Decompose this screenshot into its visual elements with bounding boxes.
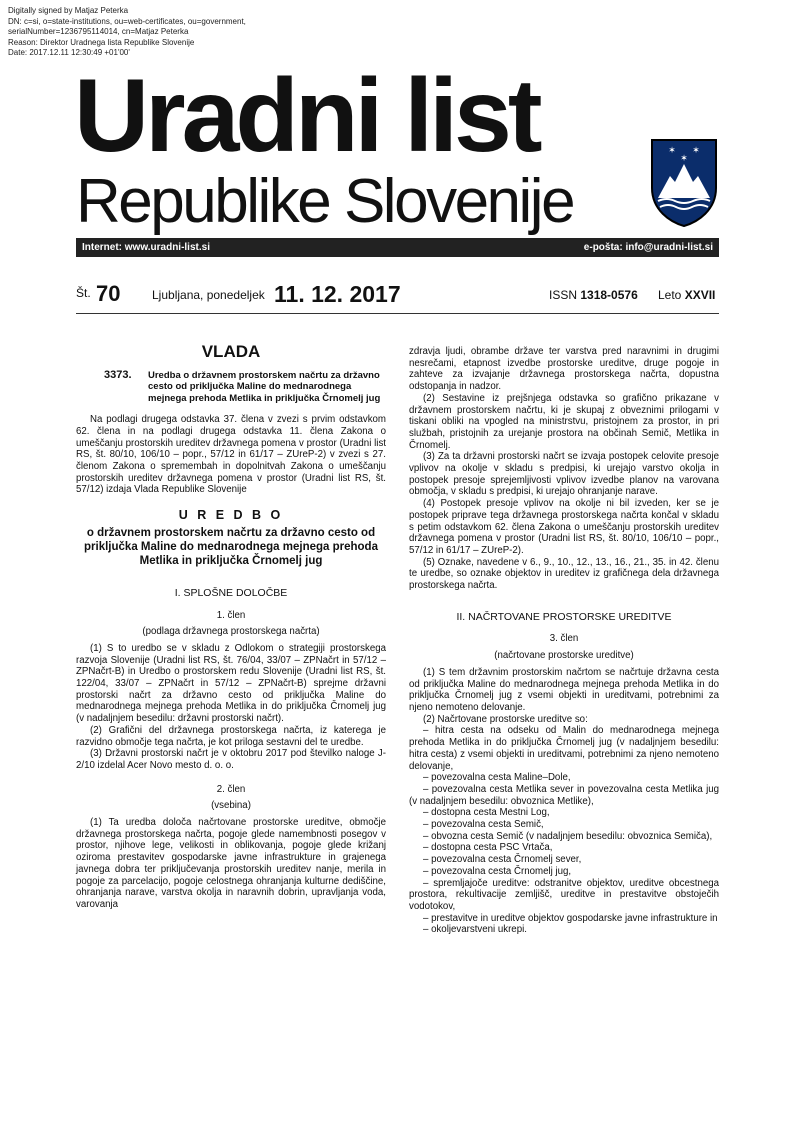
internet-link[interactable]: Internet: www.uradni-list.si: [82, 242, 210, 253]
issn-label: ISSN: [549, 288, 578, 302]
digital-signature-block: [8, 6, 246, 59]
paragraph: (2) Načrtovane prostorske ureditve so:: [423, 713, 588, 725]
masthead-title: Uradni list: [74, 58, 539, 174]
list-item: – povezovalna cesta Črnomelj sever,: [423, 854, 582, 866]
signature-line: DN: c=si, o=state-institutions, ou=web-certificates, ou=government,: [8, 16, 246, 26]
list-item: – povezovalna cesta Črnomelj jug,: [423, 865, 572, 877]
paragraph: (3) Za ta državni prostorski načrt se izvaja postopek celovite presoje vplivov na okolje v skladu s predpisi, ki urejajo varstvo okolja in postopek presoje sprejemljivosti vplivov izvedbe planov na varovana območja, v skladu s predpisi, ki urejajo ohranjanje narave.: [409, 451, 719, 498]
article-title: (vsebina): [211, 800, 251, 812]
svg-text:✶: ✶: [668, 145, 676, 155]
issn-value: 1318-0576: [580, 288, 638, 302]
paragraph: (1) Ta uredba določa načrtovane prostorske ureditve, območje državnega prostorskega načrta, pogoje glede namembnosti posegov v prostor, njihove lege, velikosti in oblikovanja, pogoje glede križanj oziroma prestavitev gospodarske javne infrastrukture in grajenega javnega dobra ter priključevanja prostorskih ureditev nanje, merila in pogoje za parcelacijo, pogoje celostnega ohranjanja kulturne dediščine, ohranjanja narave, varstva okolja in naravnih dobrin, upravljanja voda, varovanja: [76, 817, 386, 910]
left-column: [76, 344, 386, 911]
act-number: 3373.: [104, 368, 132, 381]
list-item: – okoljevarstveni ukrepi.: [423, 924, 527, 936]
list-item: – povezovalna cesta Maline–Dole,: [423, 772, 571, 784]
signature-line: Date: 2017.12.11 12:30:49 +01'00': [8, 48, 130, 57]
signature-line: Digitally signed by Matjaz Peterka: [8, 6, 129, 15]
article-title: (podlaga državnega prostorskega načrta): [142, 626, 320, 638]
year-value: XXVII: [684, 288, 716, 302]
paragraph: (1) S tem državnim prostorskim načrtom se načrtuje državna cesta od priključka Maline do mednarodnega mejnega prehoda Metlika in do priključka Črnomelj jug z vsemi objekti in ureditvami, potrebnimi za njeno nemoteno delovanje.: [409, 666, 719, 713]
act-title: Uredba o državnem prostorskem načrtu za državno cesto od priključka Maline do mednarodnega mejnega prehoda Metlika in priključka Črnomelj jug: [148, 369, 381, 404]
list-item: – dostopna cesta Mestni Log,: [423, 807, 550, 819]
header-contact-bar: [76, 238, 719, 257]
email-link[interactable]: e-pošta: info@uradni-list.si: [583, 242, 713, 253]
paragraph: (3) Državni prostorski načrt je v oktobru 2017 pod številko naloge J-2/10 izdelal Acer Novo mesto d. o. o.: [76, 748, 386, 771]
svg-text:✶: ✶: [680, 153, 688, 163]
list-item: – obvozna cesta Semič (v nadaljnjem besedilu: obvoznica Semiča),: [423, 830, 713, 842]
signature-line: serialNumber=1236795114014, cn=Matjaz Peterka: [8, 27, 189, 36]
decree-subtitle: o državnem prostorskem načrtu za državno cesto od priključka Maline do mednarodnega mejnega prehoda Metlika in priključka Črnomelj jug: [84, 526, 378, 567]
intro-paragraph: Na podlagi drugega odstavka 37. člena v zvezi s prvim odstavkom 62. člena in na podlagi drugega odstavka 11. člena Zakona o umeščanju prostorskih ureditev državnega pomena v prostor (Uradni list RS, št. 80/10, 106/10 – popr., 57/12 in 61/17 – ZUreP-2) v zvezi s 27. členom Zakona o spremembah in dopolnitvah Zakona o umeščanju prostorskih ureditev državnega pomena v prostor (Uradni list RS, št. 57/12) izdaja Vlada Republike Slovenije: [76, 414, 386, 496]
article-heading: 3. člen: [549, 633, 579, 645]
year-volume: [658, 288, 715, 302]
list-item: – povezovalna cesta Metlika sever in povezovalna cesta Metlika jug (v nadaljnjem besedilu: obvoznica Metlike),: [409, 783, 719, 807]
list-item: – povezovalna cesta Semič,: [423, 819, 544, 831]
list-item: – dostopna cesta PSC Vrtača,: [423, 842, 553, 854]
chapter-heading: I. SPLOŠNE DOLOČBE: [174, 586, 288, 599]
slovenia-coat-of-arms-icon: [650, 138, 718, 228]
svg-text:✶: ✶: [692, 145, 700, 155]
paragraph: (2) Grafični del državnega prostorskega načrta, iz katerega je razvidno območje tega načrta, je kot priloga sestavni del te uredbe.: [76, 724, 386, 748]
article-title: (načrtovane prostorske ureditve): [494, 650, 634, 662]
paragraph: (1) S to uredbo se v skladu z Odlokom o strategiji prostorskega razvoja Slovenije (Uradni list RS, št. 76/04, 33/07 – ZPNačrt in 57/12 – ZPNačrt-B) in Uredbo o prostorskem redu Slovenije (Uradni list RS, št. 122/04, 33/07 – ZPNačrt in 57/12 – ZPNačrt-B) sprejme državni prostorski načrt za državno cesto od priključka Maline do mednarodnega mejnega prehoda Metlika in do priključka Črnomelj jug (v nadaljnjem besedilu: državni prostorski načrt).: [76, 642, 386, 725]
signature-line: Reason: Direktor Uradnega lista Republike Slovenije: [8, 37, 195, 47]
list-item: – hitra cesta na odseku od Malin do mednarodnega mejnega prehoda Metlika in do priključka Črnomelj jug (v nadaljnjem besedilu: hitra cesta) z vsemi objekti in ureditvami, potrebnimi za njeno nemoteno delovanje,: [409, 725, 719, 772]
issue-place: Ljubljana, ponedeljek: [152, 288, 265, 302]
act-heading: [104, 370, 386, 405]
section-heading: VLADA: [201, 342, 261, 361]
issue-number-label: Št.: [76, 286, 91, 300]
article-heading: 1. člen: [216, 609, 246, 621]
decree-title: U R E D B O: [178, 508, 284, 523]
paragraph: (5) Oznake, navedene v 6., 9., 10., 12., 13., 16., 21., 35. in 42. členu te uredbe, so oznake objektov in ureditev iz grafičnega dela državnega prostorskega načrta.: [409, 556, 719, 592]
year-label: Leto: [658, 288, 682, 302]
paragraph: zdravja ljudi, obrambe države ter varstva pred naravnimi in drugimi nesrečami, etapnost izvedbe prostorske ureditve, druge pogoje in zahteve za izvajanje državnega prostorskega načrta, dopustna odstopanja in nadzor.: [409, 346, 719, 393]
paragraph: (2) Sestavine iz prejšnjega odstavka so grafično prikazane v državnem prostorskem načrtu, ki je skupaj z obveznimi prilogami v tiskani obliki na vpogled na ministrstvu, pristojnem za prostor, in pri službah, pristojnih za urejanje prostora na občinah Semič, Metlika in Črnomelj.: [409, 392, 719, 451]
issue-date: 11. 12. 2017: [274, 281, 401, 307]
paragraph: (4) Postopek presoje vplivov na okolje ni bil izveden, ker se je postopek priprave tega državnega prostorskega načrta končal v skladu s petim odstavkom 62. člena Zakona o umeščanju prostorskih ureditev državnega pomena v prostor (Uradni list RS, št. 80/10, 106/10 – popr., 57/12 in 61/17 – ZUreP-2).: [409, 498, 719, 556]
chapter-heading: II. NAČRTOVANE PROSTORSKE UREDITVE: [456, 610, 672, 623]
issue-number: 70: [96, 281, 121, 306]
issue-line: [76, 281, 719, 310]
masthead-subtitle: Republike Slovenije: [76, 167, 574, 236]
article-heading: 2. člen: [216, 783, 246, 795]
list-item: – prestavitve in ureditve objektov gospodarske javne infrastrukture in: [423, 912, 718, 924]
right-column: [409, 346, 719, 936]
list-item: – spremljajoče ureditve: odstranitve objektov, ureditve obcestnega prostora, rekultivacije zemljišč, ureditve in prestavitve obstoječih vodotokov,: [409, 877, 719, 912]
header-divider: [76, 313, 719, 314]
issn: [549, 288, 638, 302]
